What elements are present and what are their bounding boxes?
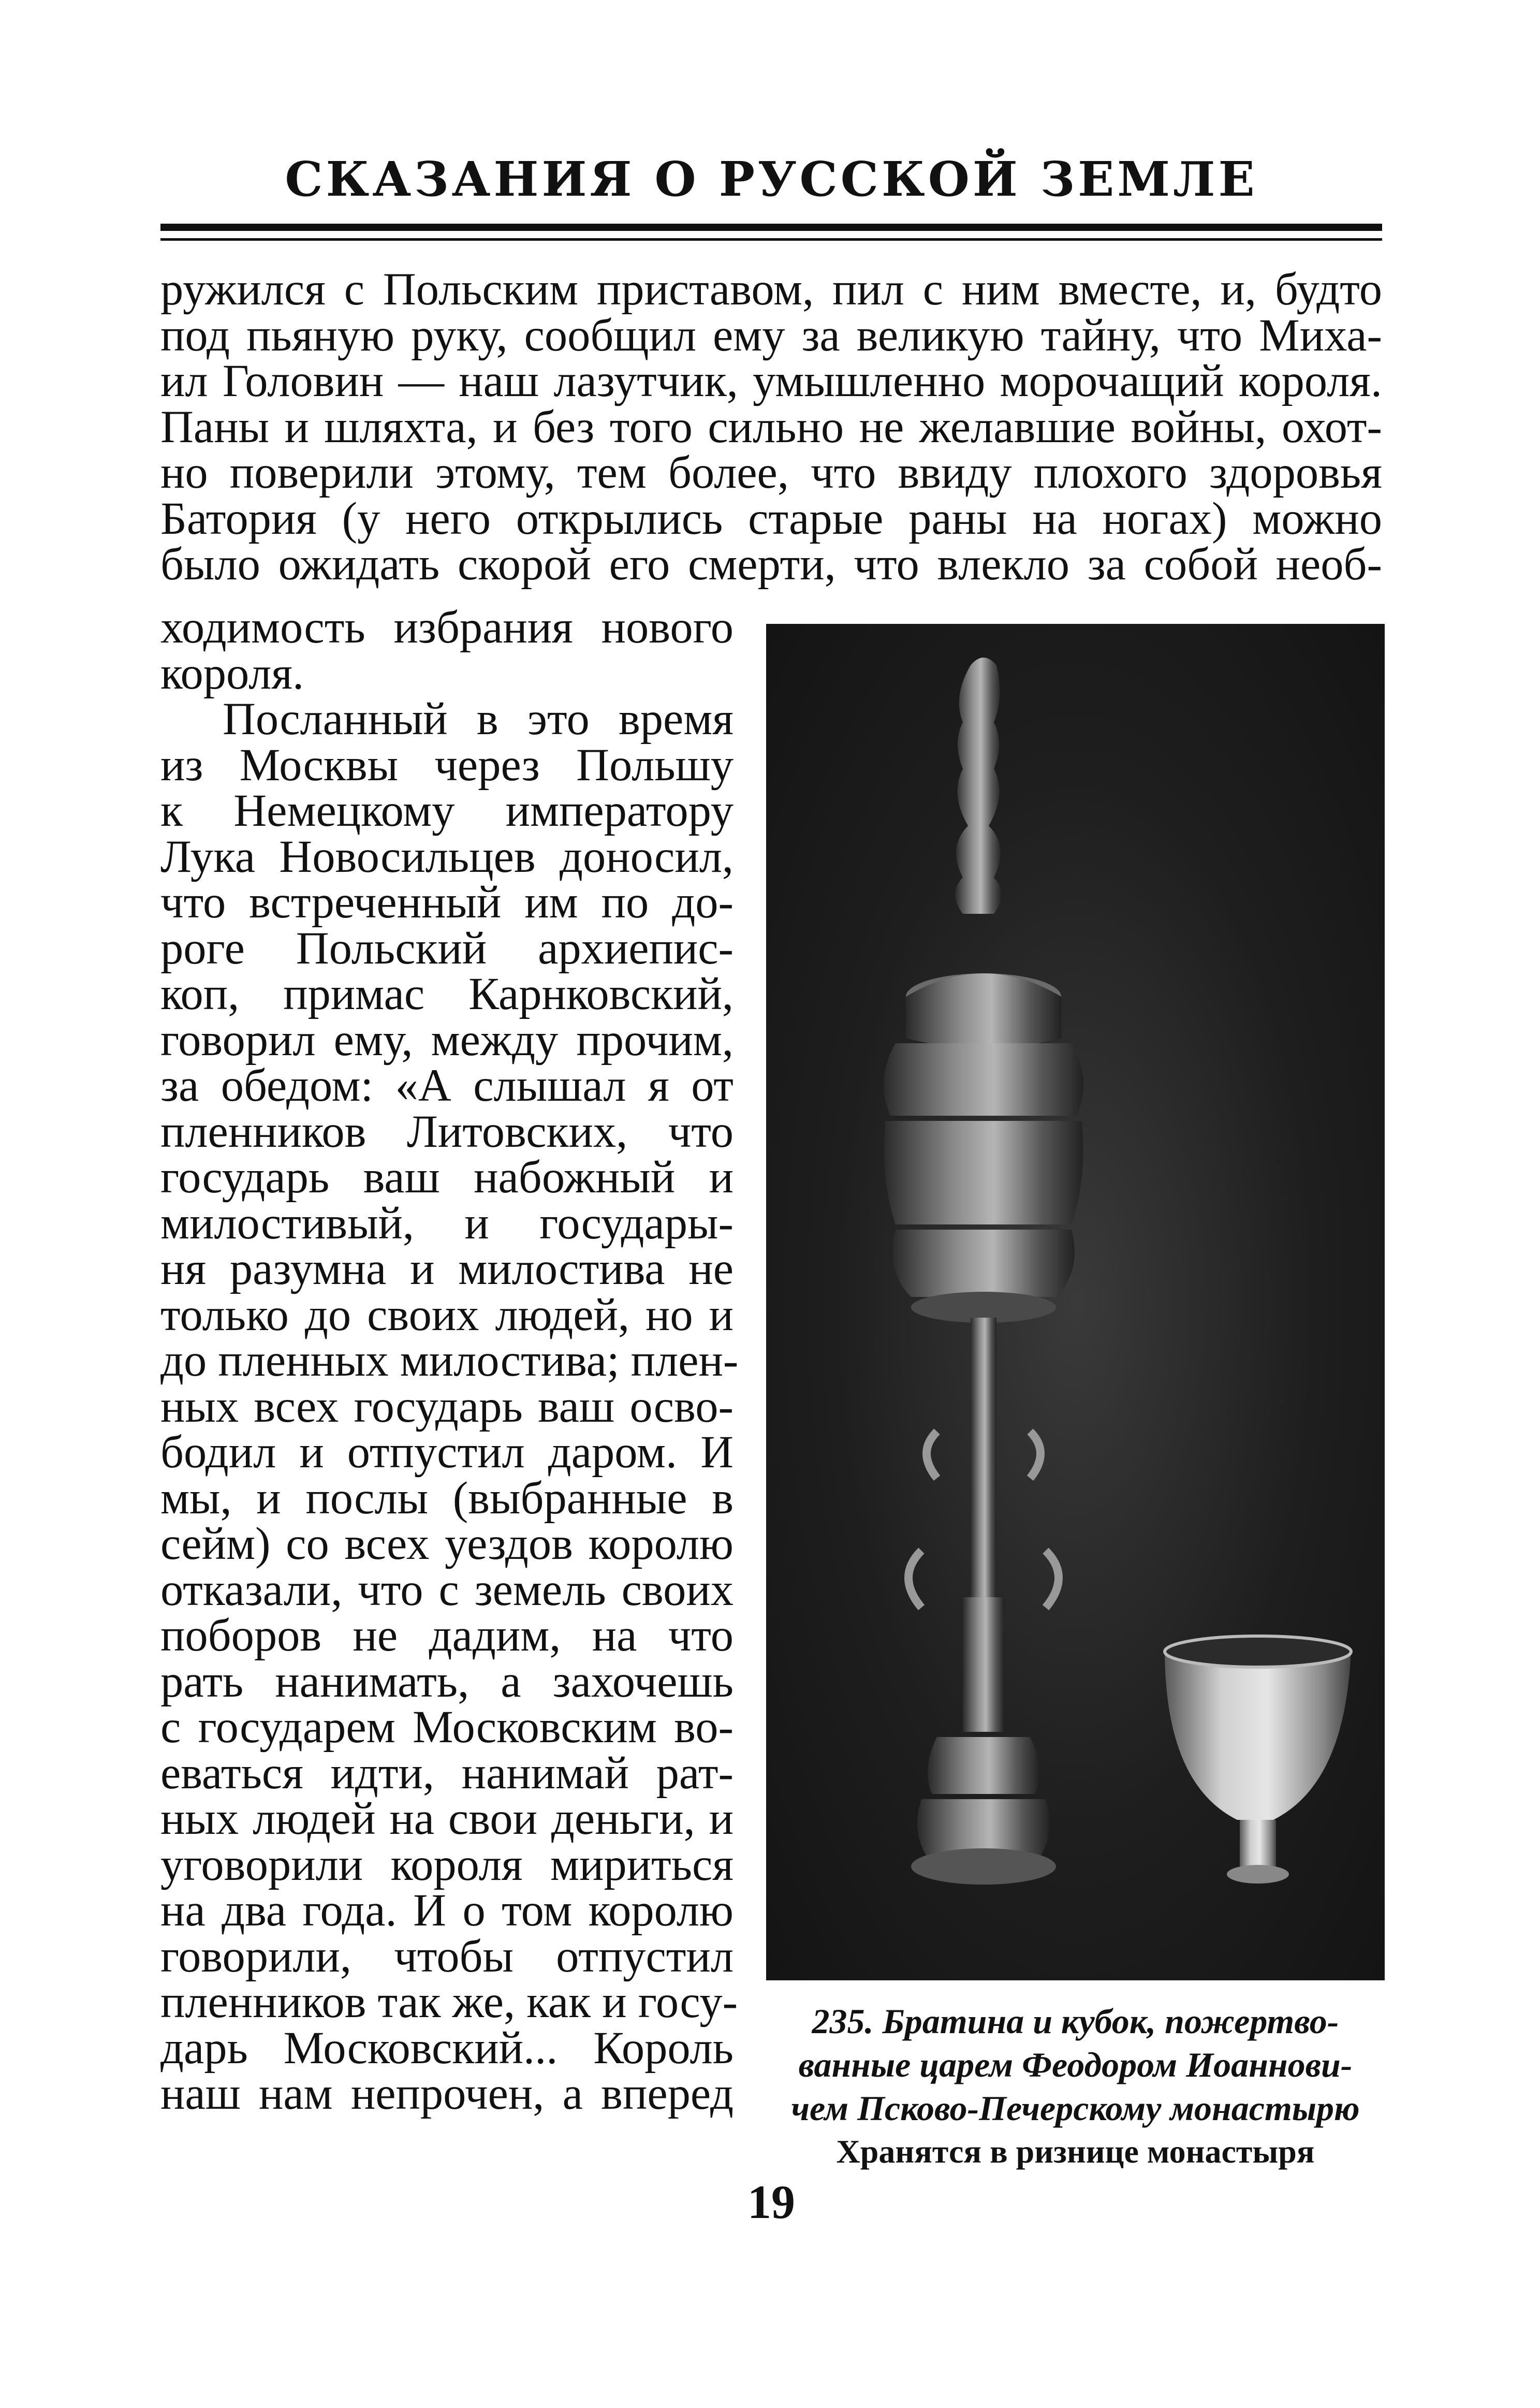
- chalice-illustration: [766, 624, 1385, 1980]
- full-width-text: [160, 264, 1382, 590]
- text-line: но поверили этому, тем более, что ввиду плохого здоровья: [160, 447, 1382, 498]
- text-line: коп, примас Карнковский,: [160, 969, 734, 1019]
- caption-line: ванные царем Феодором Иоаннови-: [798, 2045, 1353, 2084]
- caption-line: чем Псково-Печерскому монастырю: [791, 2089, 1360, 2128]
- text-line: государь ваш набожный и: [160, 1152, 734, 1203]
- text-line: пленников Литовских, что: [160, 1106, 734, 1157]
- text-line: до пленных милостива; плен-: [160, 1335, 739, 1386]
- text-line: только до своих людей, но и: [160, 1289, 734, 1340]
- figure-caption: [764, 2000, 1387, 2173]
- text-line: на два года. И о том королю: [160, 1885, 734, 1936]
- text-line: с государем Московским во-: [160, 1702, 734, 1753]
- text-line: короля.: [160, 648, 304, 699]
- text-line: Посланный в это время: [223, 694, 734, 745]
- text-line: ружился с Польским приставом, пил с ним вместе, и, будто: [160, 264, 1382, 315]
- header-rule-thick: [160, 224, 1382, 231]
- text-line: что встреченный им по до-: [160, 877, 734, 928]
- text-line: ил Головин — наш лазутчик, умышленно морочащий короля.: [160, 356, 1382, 406]
- text-line: мы, и послы (выбранные в: [160, 1472, 734, 1524]
- text-line: под пьяную руку, сообщил ему за великую тайну, что Миха-: [160, 310, 1382, 361]
- text-line: роге Польский архиепис-: [160, 923, 734, 974]
- text-line: Лука Новосильцев доносил,: [160, 831, 734, 882]
- text-line: Паны и шляхта, и без того сильно не желавшие войны, охот-: [160, 401, 1382, 453]
- text-line: бодил и отпустил даром. И: [160, 1427, 734, 1478]
- text-line: дарь Московский... Король: [160, 2022, 734, 2074]
- text-line: ных всех государь ваш осво-: [160, 1381, 734, 1432]
- caption-line: 235. Братина и кубок, пожертво-: [812, 2002, 1339, 2041]
- text-line: милостивый, и государы-: [160, 1198, 734, 1249]
- text-line: уговорили короля мириться: [160, 1839, 734, 1890]
- page-number: 19: [747, 2176, 795, 2228]
- text-line: отказали, что с земель своих: [160, 1564, 734, 1615]
- text-line: еваться идти, нанимай рат-: [160, 1747, 734, 1799]
- text-line: говорил ему, между прочим,: [160, 1014, 734, 1066]
- text-line: наш нам непрочен, а вперед: [160, 2068, 734, 2119]
- text-line: пленников так же, как и госу-: [160, 1977, 738, 2027]
- text-line: ня разумна и милостива не: [160, 1244, 734, 1294]
- text-line: ных людей на свои деньги, и: [160, 1793, 734, 1844]
- text-line: ходимость избрания нового: [160, 602, 734, 653]
- text-line: за обедом: «А слышал я от: [160, 1060, 734, 1111]
- text-line: было ожидать скорой его смерти, что влекло за собой необ-: [160, 539, 1382, 590]
- text-line: поборов не дадим, на что: [160, 1610, 734, 1661]
- text-line: Батория (у него открылись старые раны на ногах) можно: [160, 493, 1382, 544]
- text-line: рать нанимать, а захочешь: [160, 1656, 734, 1707]
- caption-location: Хранятся в ризнице монастыря: [836, 2133, 1315, 2170]
- bratina-and-cup-photo: [766, 624, 1385, 1980]
- text-line: сейм) со всех уездов королю: [160, 1519, 734, 1569]
- text-line: из Москвы через Польшу: [160, 739, 734, 791]
- text-line: говорили, чтобы отпустил: [160, 1931, 734, 1982]
- running-header: СКАЗАНИЯ О РУССКОЙ ЗЕМЛЕ: [285, 151, 1258, 207]
- header-rule-thin: [160, 238, 1382, 241]
- text-line: к Немецкому императору: [160, 785, 734, 836]
- left-column-text: [160, 602, 739, 2119]
